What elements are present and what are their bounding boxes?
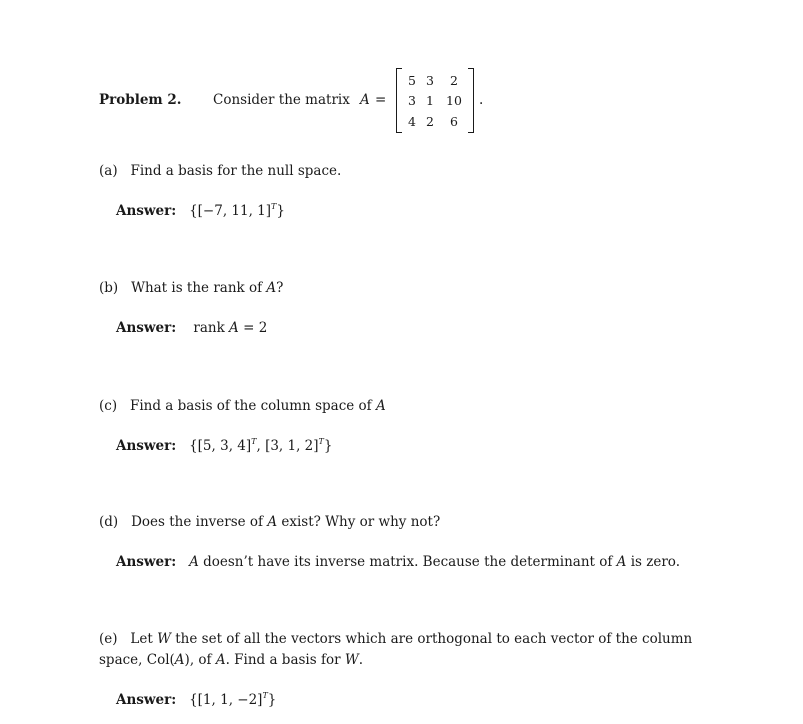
- part-e-text: Let: [130, 631, 158, 647]
- part-e-text: .: [358, 652, 364, 668]
- var-A: A: [174, 652, 185, 668]
- answer-label: Answer:: [116, 203, 177, 219]
- answer-text: {[1, 1, −2]: [189, 692, 263, 708]
- matrix-cell: 10: [446, 93, 462, 108]
- problem-label: Problem 2.: [99, 92, 182, 108]
- answer-label: Answer:: [116, 554, 177, 570]
- part-c-answer: [116, 437, 332, 454]
- var-A: A: [229, 320, 239, 336]
- matrix-name: A: [360, 92, 370, 108]
- answer-text: {[−7, 11, 1]: [189, 203, 272, 219]
- matrix-cell: 2: [450, 73, 458, 88]
- part-b-label: (b): [99, 280, 119, 296]
- part-b-text-end: ?: [276, 280, 284, 296]
- answer-text: is zero.: [626, 554, 680, 570]
- part-e-text: . Find a basis for: [225, 652, 345, 668]
- part-b-answer: [116, 320, 267, 336]
- part-e-text: ), of: [184, 652, 216, 668]
- equals-sign: =: [375, 92, 387, 108]
- part-c-question: [99, 398, 386, 414]
- part-c-label: (c): [99, 398, 118, 414]
- matrix-cell: 3: [408, 93, 416, 108]
- transpose-mark: T: [262, 691, 268, 700]
- answer-text: = 2: [238, 320, 268, 336]
- part-e-label: (e): [99, 631, 118, 647]
- var-A: A: [266, 280, 277, 296]
- matrix-cell: 2: [426, 114, 434, 129]
- var-A: A: [189, 554, 199, 570]
- part-c-text: Find a basis of the column space of: [129, 398, 376, 414]
- var-W: W: [344, 652, 359, 668]
- matrix-cell: 1: [426, 93, 434, 108]
- part-d-text-end: exist? Why or why not?: [277, 514, 441, 530]
- var-A: A: [215, 652, 226, 668]
- var-A: A: [616, 554, 627, 570]
- part-e-text: the set of all the vectors which are orthogonal to each vector of the column: [170, 631, 693, 647]
- part-e-text: space, Col(: [99, 652, 175, 668]
- answer-text: , [3, 1, 2]: [256, 438, 319, 454]
- part-b-text: What is the rank of: [131, 280, 267, 296]
- matrix-cell: 6: [450, 114, 458, 129]
- answer-text: {[5, 3, 4]: [189, 438, 252, 454]
- part-e-answer: [116, 691, 276, 708]
- matrix-cell: 4: [408, 114, 416, 129]
- part-d-answer: [116, 554, 680, 570]
- answer-text: }: [276, 203, 285, 219]
- matrix-A: [396, 68, 474, 133]
- part-a-label: (a): [99, 163, 118, 179]
- part-d-label: (d): [99, 514, 119, 530]
- var-A: A: [267, 514, 278, 530]
- part-a-text: Find a basis for the null space.: [130, 163, 342, 179]
- part-d-text: Does the inverse of: [131, 514, 268, 530]
- part-e-question-line1: [99, 631, 692, 647]
- answer-label: Answer:: [116, 438, 177, 454]
- answer-text: }: [267, 692, 277, 708]
- problem-intro: Consider the matrix: [213, 92, 350, 108]
- right-bracket: [468, 68, 474, 133]
- answer-label: Answer:: [116, 692, 177, 708]
- transpose-mark: T: [318, 437, 324, 446]
- answer-label: Answer:: [116, 320, 177, 336]
- var-W: W: [157, 631, 171, 647]
- part-e-question-line2: [99, 652, 363, 668]
- answer-text: doesn’t have its inverse matrix. Because the determinant of: [198, 554, 617, 570]
- matrix-period: .: [479, 92, 484, 108]
- transpose-mark: T: [251, 437, 257, 446]
- matrix-cell: 5: [408, 73, 416, 88]
- part-a-question: [99, 163, 341, 179]
- answer-text: }: [323, 438, 333, 454]
- matrix-cell: 3: [426, 73, 434, 88]
- transpose-mark: T: [271, 202, 277, 211]
- part-a-answer: [116, 202, 285, 219]
- var-A: A: [375, 398, 386, 414]
- part-b-question: [99, 280, 283, 296]
- answer-text: rank: [193, 320, 230, 336]
- part-d-question: [99, 514, 440, 530]
